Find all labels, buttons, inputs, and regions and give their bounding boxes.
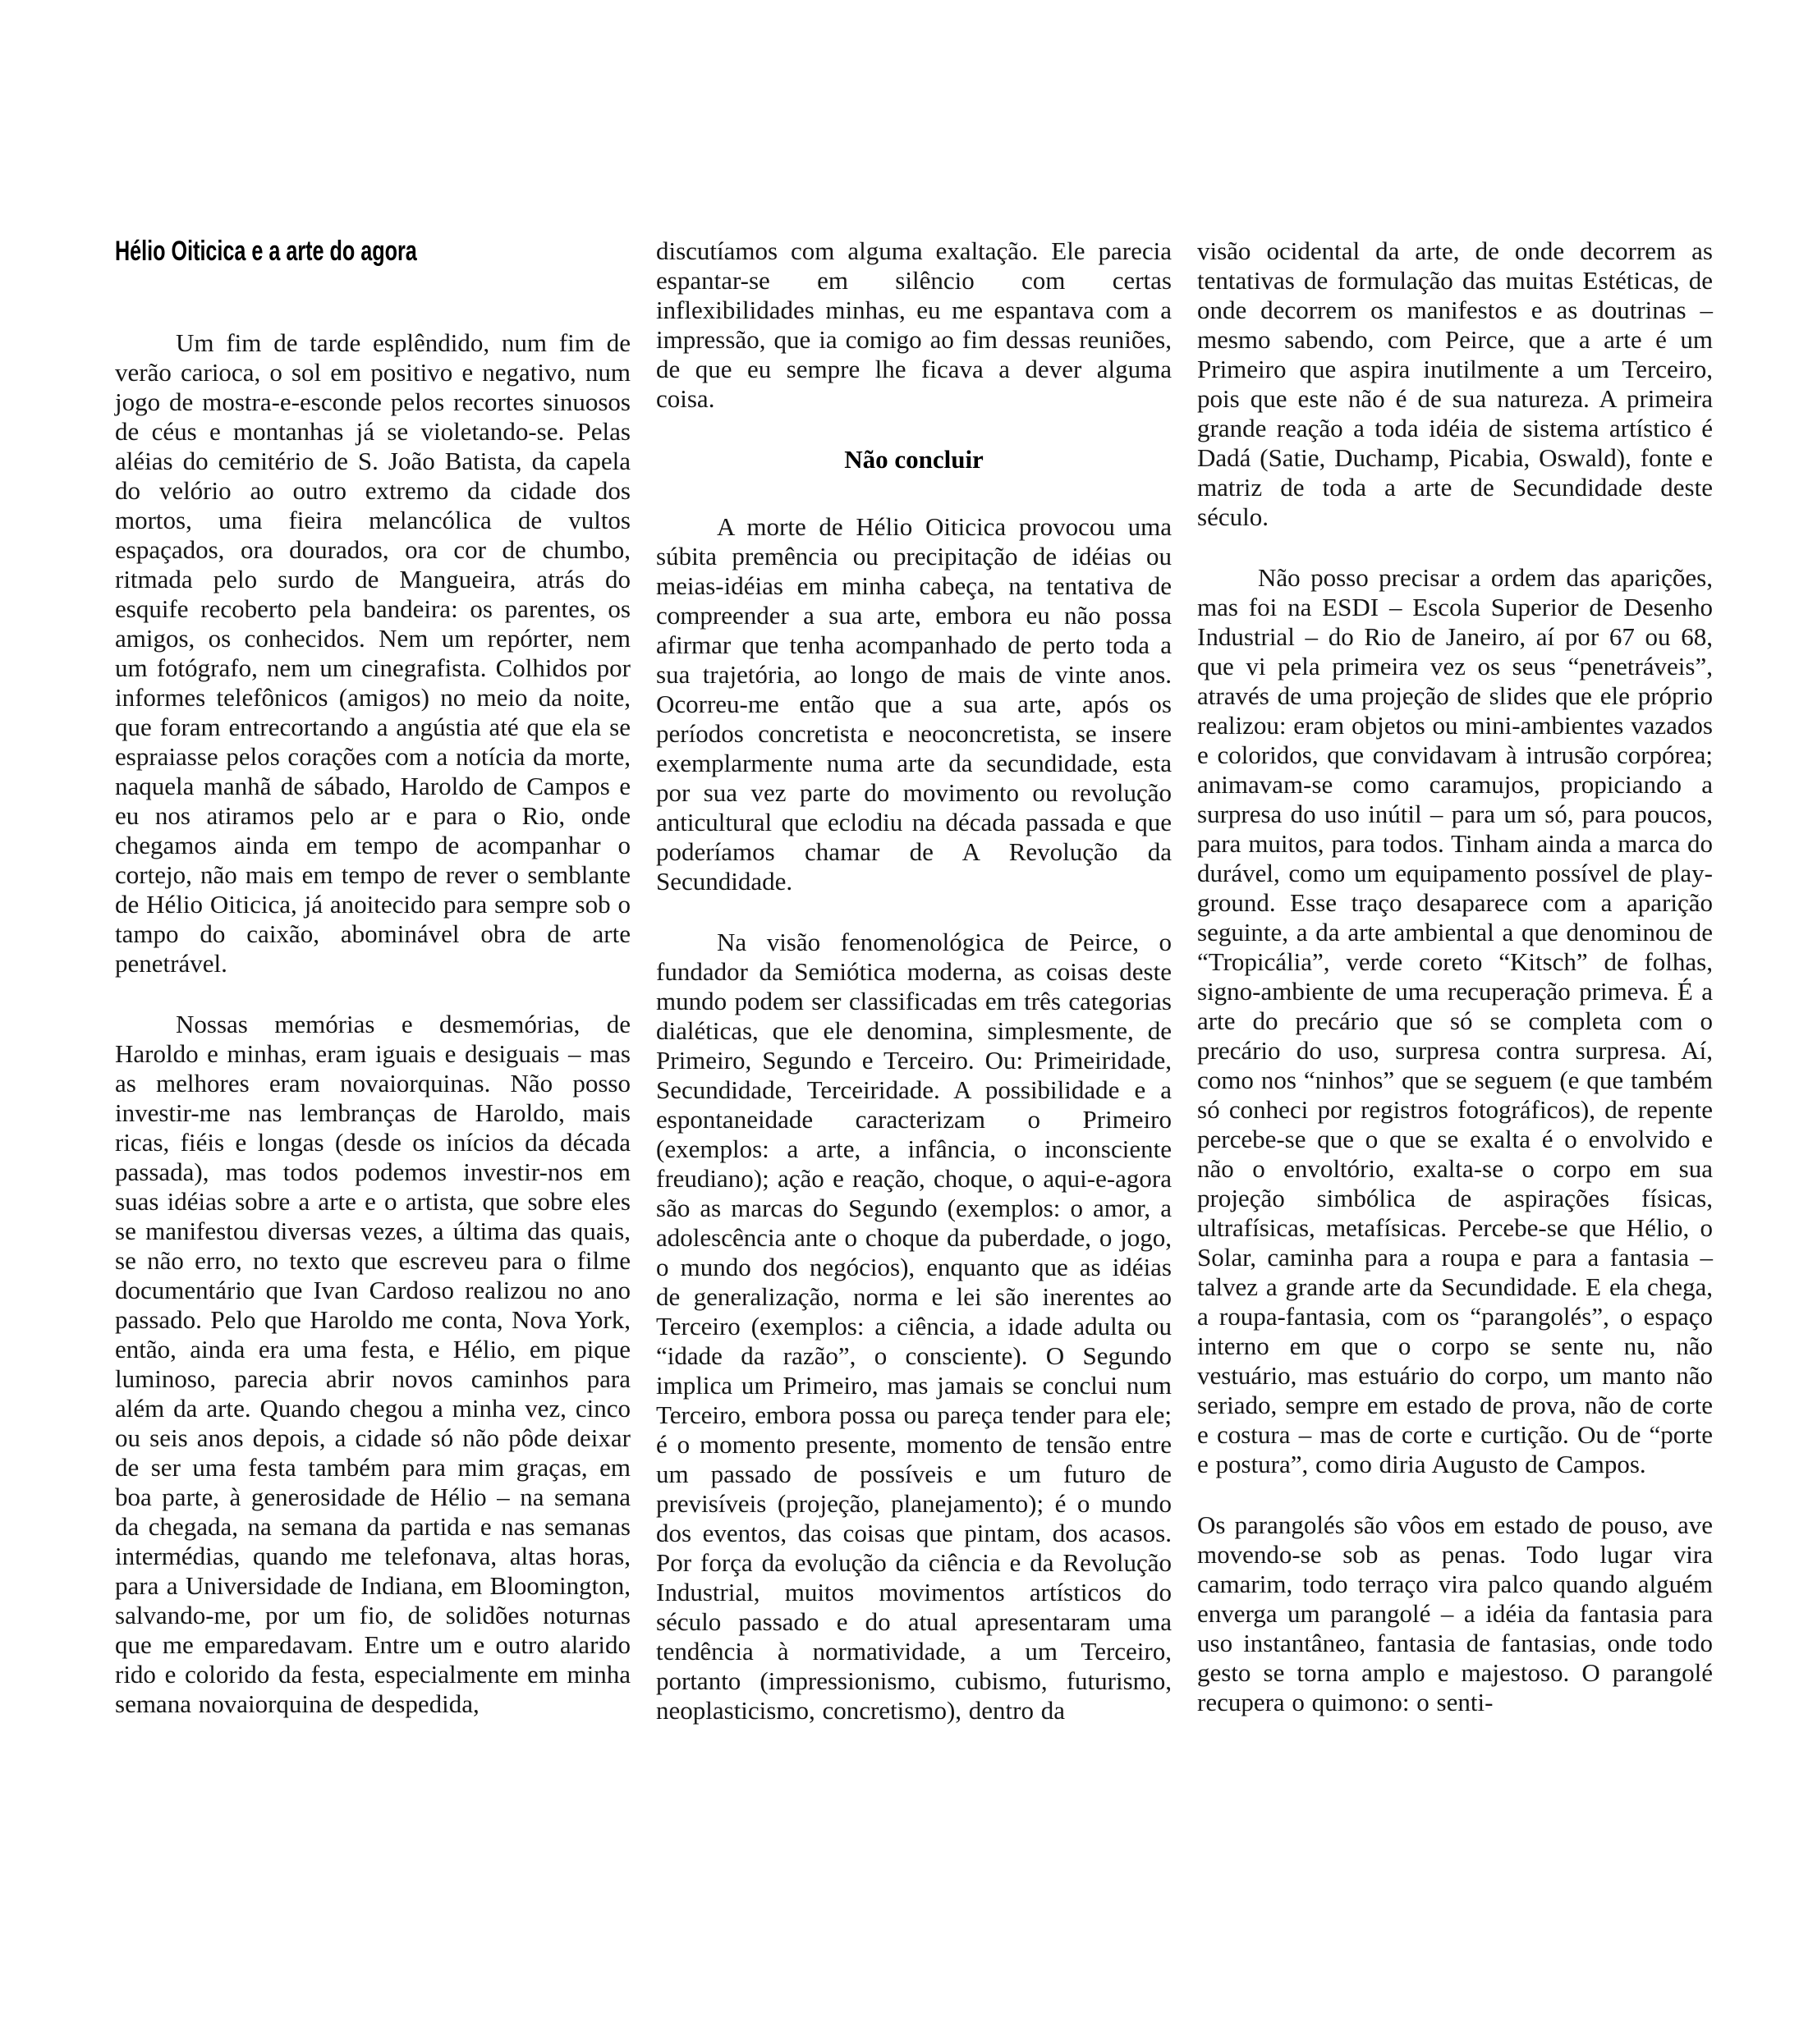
- paragraph: Na visão fenomenológica de Peirce, o fundador da Semiótica moderna, as coisas deste mundo podem ser classificadas em três categorias dialéticas, que ele denomina, simplesmente, de Primeiro, Segundo e Terceiro. Ou: Primeiridade, Secundidade, Terceiridade. A possibilidade e a espontaneidade caracterizam o Primeiro (exemplos: a arte, a infância, o inconsciente freudiano); ação e reação, choque, o aqui-e-agora são as marcas do Segundo (exemplos: o amor, a adolescência ante o choque da puberdade, o jogo, o mundo dos negócios), enquanto que as idéias de generalização, norma e lei são inerentes ao Terceiro (exemplos: a ciência, a idade adulta ou “idade da razão”, o consciente). O Segundo implica um Primeiro, mas jamais se conclui num Terceiro, embora possa ou pareça tender para ele; é o momento presente, momento de tensão entre um passado de possíveis e um futuro de previsíveis (projeção, planejamento); é o mundo dos eventos, das coisas que pintam, dos acasos. Por força da evolução da ciência e da Revolução Industrial, muitos movimentos artísticos do século passado e do atual apresentaram uma tendência à normatividade, a um Terceiro, portanto (impressionismo, cubismo, futurismo, neoplasticismo, concretismo), dentro da: [656, 928, 1172, 1725]
- paragraph: discutíamos com alguma exaltação. Ele parecia espantar-se em silêncio com certas inflexibilidades minhas, eu me espantava com a impressão, que ia comigo ao fim dessas reuniões, de que eu sempre lhe ficava a dever alguma coisa.: [656, 236, 1172, 413]
- paragraph: A morte de Hélio Oiticica provocou uma súbita premência ou precipitação de idéias ou meias-idéias em minha cabeça, na tentativa de compreender a sua arte, embora eu não possa afirmar que tenha acompanhado de perto toda a sua trajetória, ao longo de mais de vinte anos. Ocorreu-me então que a sua arte, após os períodos concretista e neoconcretista, se insere exemplarmente numa arte da secundidade, esta por sua vez parte do movimento ou revolução anticultural que eclodiu na década passada e que poderíamos chamar de A Revolução da Secundidade.: [656, 512, 1172, 896]
- paragraph: Os parangolés são vôos em estado de pouso, ave movendo-se sob as penas. Todo lugar vira camarim, todo terraço vira palco quando alguém enverga um parangolé – a idéia da fantasia para uso instantâneo, fantasia de fantasias, onde todo gesto se torna amplo e majestoso. O parangolé recupera o quimono: o senti-: [1197, 1510, 1713, 1716]
- paragraph: Não posso precisar a ordem das aparições, mas foi na ESDI – Escola Superior de Desenho Industrial – do Rio de Janeiro, aí por 67 ou 68, que vi pela primeira vez os seus “penetráveis”, através de uma projeção de slides que ele próprio realizou: eram objetos ou mini-ambientes vazados e coloridos, que convidavam à intrusão corpórea; animavam-se como caramujos, propiciando a surpresa do uso inútil – para um só, para poucos, para muitos, para todos. Tinham ainda a marca do durável, como um equipamento possível de play-ground. Esse traço desaparece com a aparição seguinte, a da arte ambiental a que denominou de “Tropicália”, verde coreto “Kitsch” de folhas, signo-ambiente de uma recuperação primeva. É a arte do precário que só se completa com o precário do uso, surpresa contra surpresa. Aí, como nos “ninhos” que se seguem (e que também só conheci por registros fotográficos), de repente percebe-se que o que se exalta é o envolvido e não o envoltório, exalta-se o corpo em sua projeção simbólica de aspirações físicas, ultrafísicas, metafísicas. Percebe-se que Hélio, o Solar, caminha para a roupa e para a fantasia – talvez a grande arte da Secundidade. E ela chega, a roupa-fantasia, com os “parangolés”, o espaço interno em que o corpo se sente nu, não vestuário, mas estuário do corpo, um manto não seriado, sempre em estado de prova, não de corte e costura – mas de corte e curtição. Ou de “porte e postura”, como diria Augusto de Campos.: [1197, 563, 1713, 1478]
- article-title: Hélio Oiticica e a arte do agora: [115, 236, 417, 267]
- paragraph: Um fim de tarde esplêndido, num fim de verão carioca, o sol em positivo e negativo, num jogo de mostra-e-esconde pelos recortes sinuosos de céus e montanhas já se violetando-se. Pelas aléias do cemitério de S. João Batista, da capela do velório ao outro extremo da cidade dos mortos, uma fieira melancólica de vultos espaçados, ora dourados, ora cor de chumbo, ritmada pelo surdo de Mangueira, atrás do esquife recoberto pela bandeira: os parentes, os amigos, os conhecidos. Nem um repórter, nem um fotógrafo, nem um cinegrafista. Colhidos por informes telefônicos (amigos) no meio da noite, que foram entrecortando a angústia até que ela se espraiasse pelos corações com a notícia da morte, naquela manhã de sábado, Haroldo de Campos e eu nos atiramos pelo ar e para o Rio, onde chegamos ainda em tempo de acompanhar o cortejo, não mais em tempo de rever o semblante de Hélio Oiticica, já anoitecido para sempre sob o tampo do caixão, abominável obra de arte penetrável.: [115, 328, 631, 978]
- column-left: [115, 236, 631, 1757]
- article-page: [115, 236, 1713, 1757]
- column-right: [1197, 236, 1713, 1757]
- section-heading: Não concluir: [844, 445, 984, 474]
- column-middle: [656, 236, 1172, 1757]
- paragraph: Nossas memórias e desmemórias, de Haroldo e minhas, eram iguais e desiguais – mas as melhores eram novaiorquinas. Não posso investir-me nas lembranças de Haroldo, mais ricas, fiéis e longas (desde os inícios da década passada), mas todos podemos investir-nos em suas idéias sobre a arte e o artista, que sobre eles se manifestou diversas vezes, a última das quais, se não erro, no texto que escreveu para o filme documentário que Ivan Cardoso realizou no ano passado. Pelo que Haroldo me conta, Nova York, então, ainda era uma festa, e Hélio, em pique luminoso, parecia abrir novos caminhos para além da arte. Quando chegou a minha vez, cinco ou seis anos depois, a cidade só não pôde deixar de ser uma festa também para mim graças, em boa parte, à generosidade de Hélio – na semana da chegada, na semana da partida e nas semanas intermédias, quando me telefonava, altas horas, para a Universidade de Indiana, em Bloomington, salvando-me, por um fio, de solidões noturnas que me emparedavam. Entre um e outro alarido rido e colorido da festa, especialmente em minha semana novaiorquina de despedida,: [115, 1010, 631, 1718]
- paragraph: visão ocidental da arte, de onde decorrem as tentativas de formulação das muitas Estéticas, de onde decorrem os manifestos e as doutrinas – mesmo sabendo, com Peirce, que a arte é um Primeiro que aspira inutilmente a um Terceiro, pois que este não é de sua natureza. A primeira grande reação a toda idéia de sistema artístico é Dadá (Satie, Duchamp, Picabia, Oswald), fonte e matriz de toda a arte de Secundidade deste século.: [1197, 236, 1713, 531]
